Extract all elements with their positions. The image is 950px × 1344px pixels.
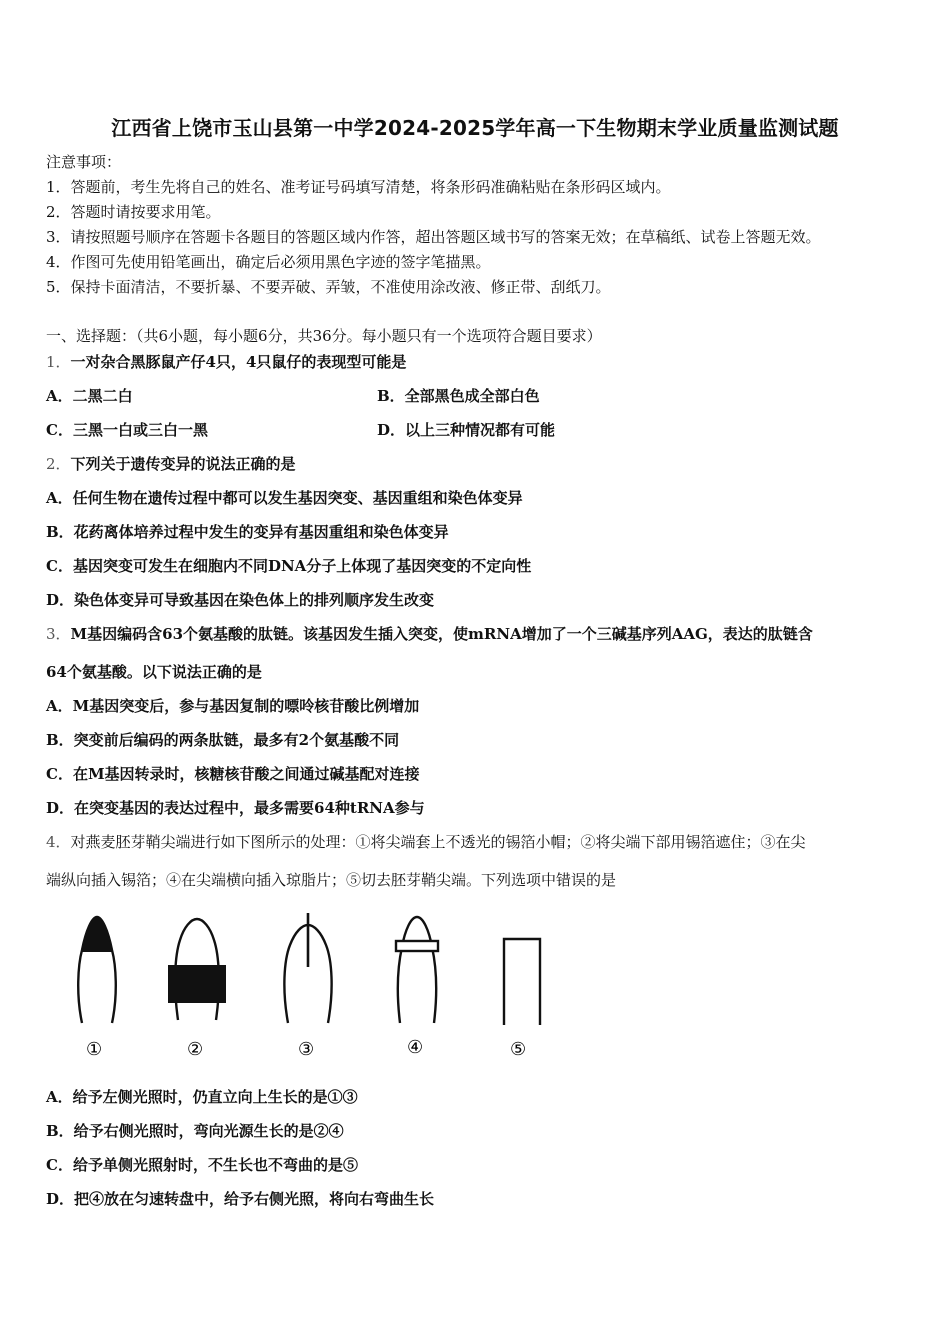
question-3	[46, 624, 813, 644]
notes-heading: 注意事项：	[46, 153, 122, 171]
question-4	[46, 832, 806, 852]
question-stem-continued: 64个氨基酸。以下说法正确的是	[46, 663, 262, 681]
option-a: A．二黑二白	[46, 387, 133, 405]
question-stem: 下列关于遗传变异的说法正确的是	[70, 455, 296, 473]
option-c: C．基因突变可发生在细胞内不同DNA分子上体现了基因突变的不定向性	[46, 557, 532, 575]
question-number: 3．	[46, 625, 71, 643]
option-b: B．突变前后编码的两条肽链，最多有2个氨基酸不同	[46, 731, 400, 749]
coleoptile-3-drawing	[284, 913, 331, 1023]
figure-label: ⑤	[510, 1039, 527, 1060]
question-stem-continued: 端纵向插入锡箔；④在尖端横向插入琼脂片；⑤切去胚芽鞘尖端。下列选项中错误的是	[46, 871, 617, 889]
figure-label: ④	[407, 1037, 424, 1058]
option-b: B．给予右侧光照时，弯向光源生长的是②④	[46, 1122, 344, 1140]
option-d: D．把④放在匀速转盘中，给予右侧光照，将向右弯曲生长	[46, 1190, 435, 1208]
option-c: C．三黑一白或三白一黑	[46, 421, 208, 439]
question-stem: 对燕麦胚芽鞘尖端进行如下图所示的处理：①将尖端套上不透光的锡箔小帽；②将尖端下部用锡箔遮住；③在尖	[70, 833, 806, 851]
option-c: C．在M基因转录时，核糖核苷酸之间通过碱基配对连接	[46, 765, 420, 783]
question-2	[46, 454, 296, 474]
notes-item: 2．答题时请按要求用笔。	[46, 203, 221, 221]
question-number: 2．	[46, 455, 71, 473]
page-title: 江西省上饶市玉山县第一中学2024-2025学年高一下生物期末学业质量监测试题	[111, 116, 839, 140]
notes-item: 3．请按照题号顺序在答题卡各题目的答题区域内作答，超出答题区域书写的答案无效；在草稿纸、试卷上答题无效。	[46, 228, 821, 246]
coleoptile-5-drawing	[504, 939, 540, 1025]
notes-item: 5．保持卡面清洁，不要折暴、不要弄破、弄皱，不准使用涂改液、修正带、刮纸刀。	[46, 278, 611, 296]
notes-item: 4．作图可先使用铅笔画出，确定后必须用黑色字迹的签字笔描黑。	[46, 253, 491, 271]
option-d: D．染色体变异可导致基因在染色体上的排列顺序发生改变	[46, 591, 435, 609]
question-stem: 一对杂合黑豚鼠产仔4只，4只鼠仔的表现型可能是	[70, 353, 407, 371]
question-number: 4．	[46, 833, 71, 851]
coleoptile-4-drawing	[396, 917, 438, 1023]
figure-label: ②	[187, 1039, 204, 1060]
figure-label: ①	[86, 1039, 103, 1060]
question-1	[46, 352, 406, 372]
option-b: B．花药离体培养过程中发生的变异有基因重组和染色体变异	[46, 523, 449, 541]
option-a: A．任何生物在遗传过程中都可以发生基因突变、基因重组和染色体变异	[46, 489, 523, 507]
option-b: B．全部黑色成全部白色	[377, 387, 540, 405]
coleoptile-1-drawing	[78, 917, 116, 1023]
notes-item: 1．答题前，考生先将自己的姓名、准考证号码填写清楚，将条形码准确粘贴在条形码区域内。	[46, 178, 671, 196]
option-d: D．以上三种情况都有可能	[377, 421, 556, 439]
option-c: C．给予单侧光照射时，不生长也不弯曲的是⑤	[46, 1156, 358, 1174]
option-d: D．在突变基因的表达过程中，最多需要64种tRNA参与	[46, 799, 425, 817]
question-stem: M基因编码含63个氨基酸的肽链。该基因发生插入突变，使mRNA增加了一个三碱基序列AAG，表达的肽链含	[70, 625, 813, 643]
coleoptile-figure	[60, 905, 580, 1065]
figure-label: ③	[298, 1039, 315, 1060]
question-number: 1．	[46, 353, 71, 371]
option-a: A．给予左侧光照时，仍直立向上生长的是①③	[46, 1088, 358, 1106]
section-heading: 一、选择题：（共6小题，每小题6分，共36分。每小题只有一个选项符合题目要求）	[46, 327, 602, 345]
option-a: A．M基因突变后，参与基因复制的嘌呤核苷酸比例增加	[46, 697, 420, 715]
coleoptile-2-drawing	[168, 919, 226, 1020]
